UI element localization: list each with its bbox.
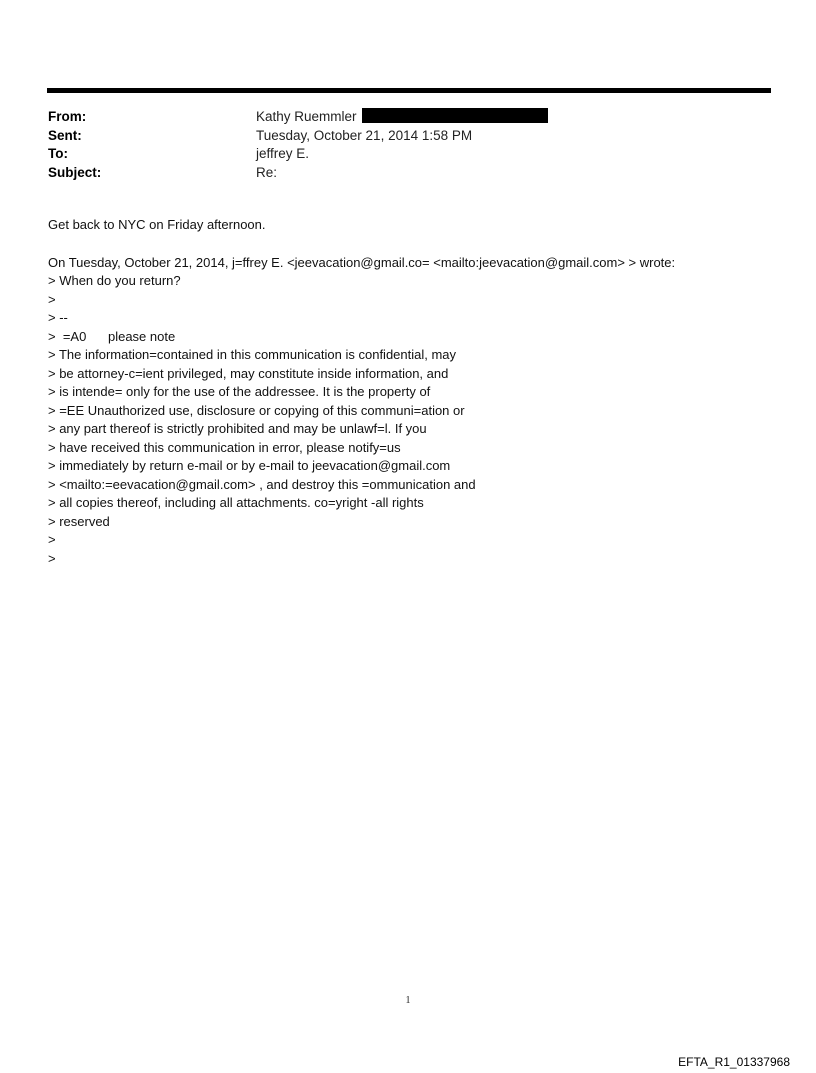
sent-label: Sent:: [48, 127, 82, 143]
top-rule: [47, 88, 771, 93]
sent-row: [48, 127, 748, 146]
email-header: [48, 108, 748, 182]
to-value: jeffrey E.: [256, 146, 310, 161]
quoted-line: > is intende= only for the use of the addressee. It is the property of: [48, 384, 431, 399]
quoted-line: > have received this communication in error, please notify=us: [48, 439, 401, 455]
quoted-line: >: [48, 532, 56, 547]
quoted-line: > be attorney-c=ient privileged, may constitute inside information, and: [48, 365, 449, 381]
from-row: [48, 108, 748, 127]
redaction-block: [362, 108, 548, 123]
from-name: Kathy Ruemmler: [256, 109, 357, 124]
subject-label: Subject:: [48, 164, 102, 180]
to-row: [48, 145, 748, 164]
to-label: To:: [48, 146, 68, 161]
quoted-line: > <mailto:=eevacation@gmail.com> , and destroy this =ommunication and: [48, 476, 476, 492]
page-number: 1: [405, 995, 411, 1006]
quote-intro: On Tuesday, October 21, 2014, j=ffrey E. <jeevacation@gmail.co= <mailto:jeevacation@gmail.com> > wrote:: [48, 254, 676, 270]
subject-value: Re:: [256, 164, 278, 180]
document-id: EFTA_R1_01337968: [678, 1055, 790, 1069]
reply-text: Get back to NYC on Friday afternoon.: [48, 217, 266, 232]
quoted-line: > When do you return?: [48, 273, 181, 288]
quoted-line: >: [48, 550, 56, 566]
quoted-line: > =EE Unauthorized use, disclosure or copying of this communi=ation or: [48, 402, 465, 418]
quoted-line: > immediately by return e-mail or by e-mail to jeevacation@gmail.com: [48, 458, 451, 473]
paragraph-gap: [48, 235, 768, 254]
quoted-line: > The information=contained in this communication is confidential, may: [48, 347, 457, 362]
quoted-message: [48, 272, 768, 568]
quoted-line: >: [48, 291, 56, 307]
from-value: [256, 108, 548, 127]
quoted-line: > reserved: [48, 513, 110, 529]
subject-row: [48, 164, 748, 183]
from-label: From:: [48, 109, 87, 124]
quoted-line: > =A0 please note: [48, 328, 176, 344]
quoted-line: > any part thereof is strictly prohibited and may be unlawf=l. If you: [48, 421, 427, 436]
quoted-line: > --: [48, 310, 68, 325]
email-body: [48, 216, 768, 568]
quoted-line: > all copies thereof, including all attachments. co=yright -all rights: [48, 495, 424, 510]
sent-value: Tuesday, October 21, 2014 1:58 PM: [256, 127, 473, 143]
